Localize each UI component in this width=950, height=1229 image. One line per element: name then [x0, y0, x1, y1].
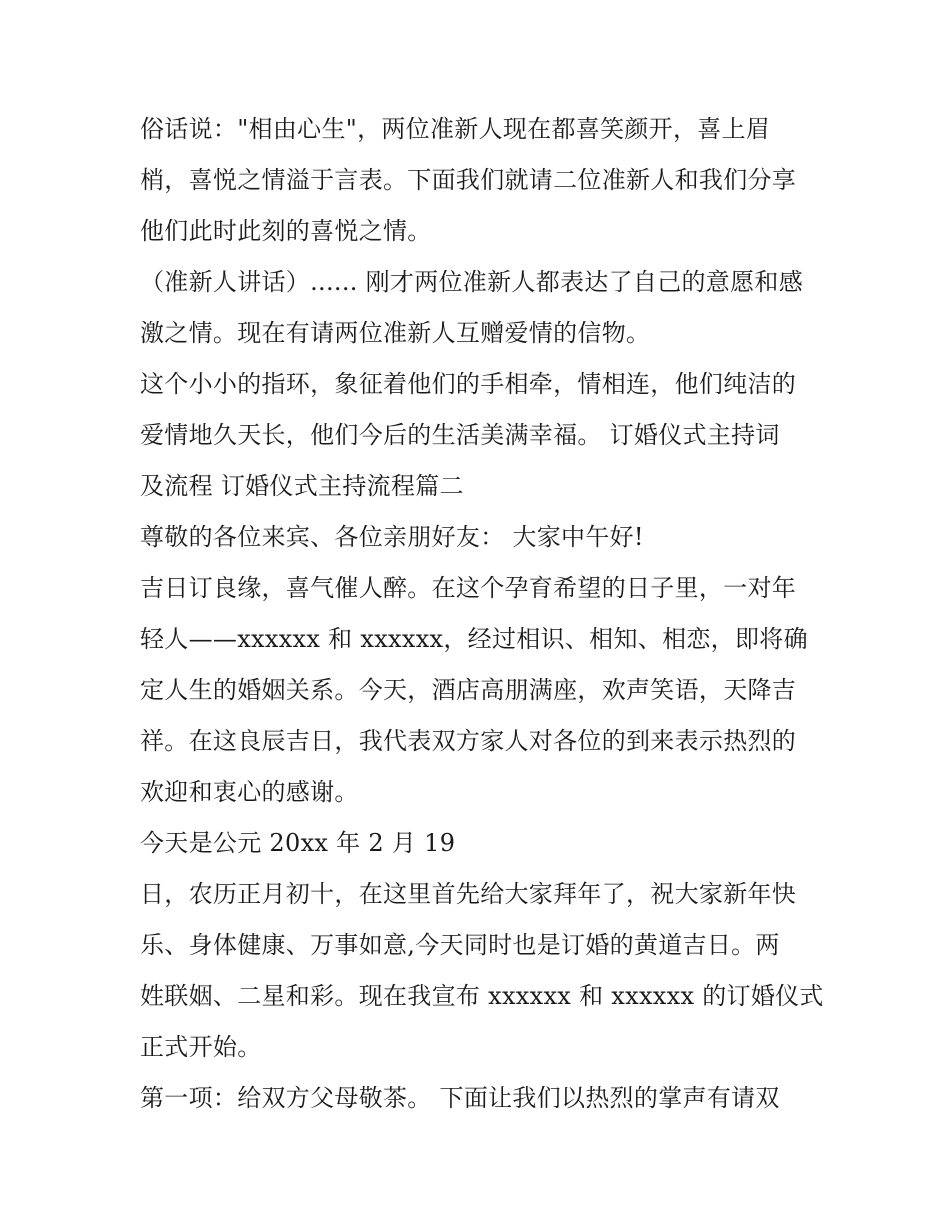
text-line-8: 及流程 订婚仪式主持流程篇二	[140, 472, 464, 500]
text-line-16: 日，农历正月初十，在这里首先给大家拜年了，祝大家新年快	[140, 880, 797, 908]
text-line-19: 正式开始。	[140, 1033, 262, 1061]
text-line-10: 吉日订良缘，喜气催人醉。在这个孕育希望的日子里，一对年	[140, 574, 797, 602]
text-line-4: （准新人讲话）...... 刚才两位准新人都表达了自己的意愿和感	[140, 268, 804, 296]
text-line-1: 俗话说："相由心生"，两位准新人现在都喜笑颜开，喜上眉	[140, 115, 771, 143]
text-line-5: 激之情。现在有请两位准新人互赠爱情的信物。	[140, 319, 651, 347]
text-line-14: 欢迎和衷心的感谢。	[140, 778, 359, 806]
document-body	[140, 104, 824, 1124]
text-line-7: 爱情地久天长，他们今后的生活美满幸福。 订婚仪式主持词	[140, 421, 780, 449]
text-line-12: 定人生的婚姻关系。今天，酒店高朋满座，欢声笑语，天降吉	[140, 676, 797, 704]
text-line-3: 他们此时此刻的喜悦之情。	[140, 217, 432, 245]
text-line-6: 这个小小的指环，象征着他们的手相牵，情相连，他们纯洁的	[140, 370, 797, 398]
text-line-20: 第一项：给双方父母敬茶。 下面让我们以热烈的掌声有请双	[140, 1084, 780, 1112]
text-line-15: 今天是公元 20xx 年 2 月 19	[140, 829, 456, 857]
text-line-18: 姓联姻、二星和彩。现在我宣布 xxxxxx 和 xxxxxx 的订婚仪式	[140, 982, 824, 1010]
text-line-17: 乐、身体健康、万事如意,今天同时也是订婚的黄道吉日。两	[140, 931, 780, 959]
text-line-11: 轻人——xxxxxx 和 xxxxxx，经过相识、相知、相恋，即将确	[140, 625, 808, 653]
text-line-9: 尊敬的各位来宾、各位亲朋好友： 大家中午好!	[140, 523, 644, 551]
text-line-2: 梢，喜悦之情溢于言表。下面我们就请二位准新人和我们分享	[140, 166, 797, 194]
text-line-13: 祥。在这良辰吉日，我代表双方家人对各位的到来表示热烈的	[140, 727, 797, 755]
